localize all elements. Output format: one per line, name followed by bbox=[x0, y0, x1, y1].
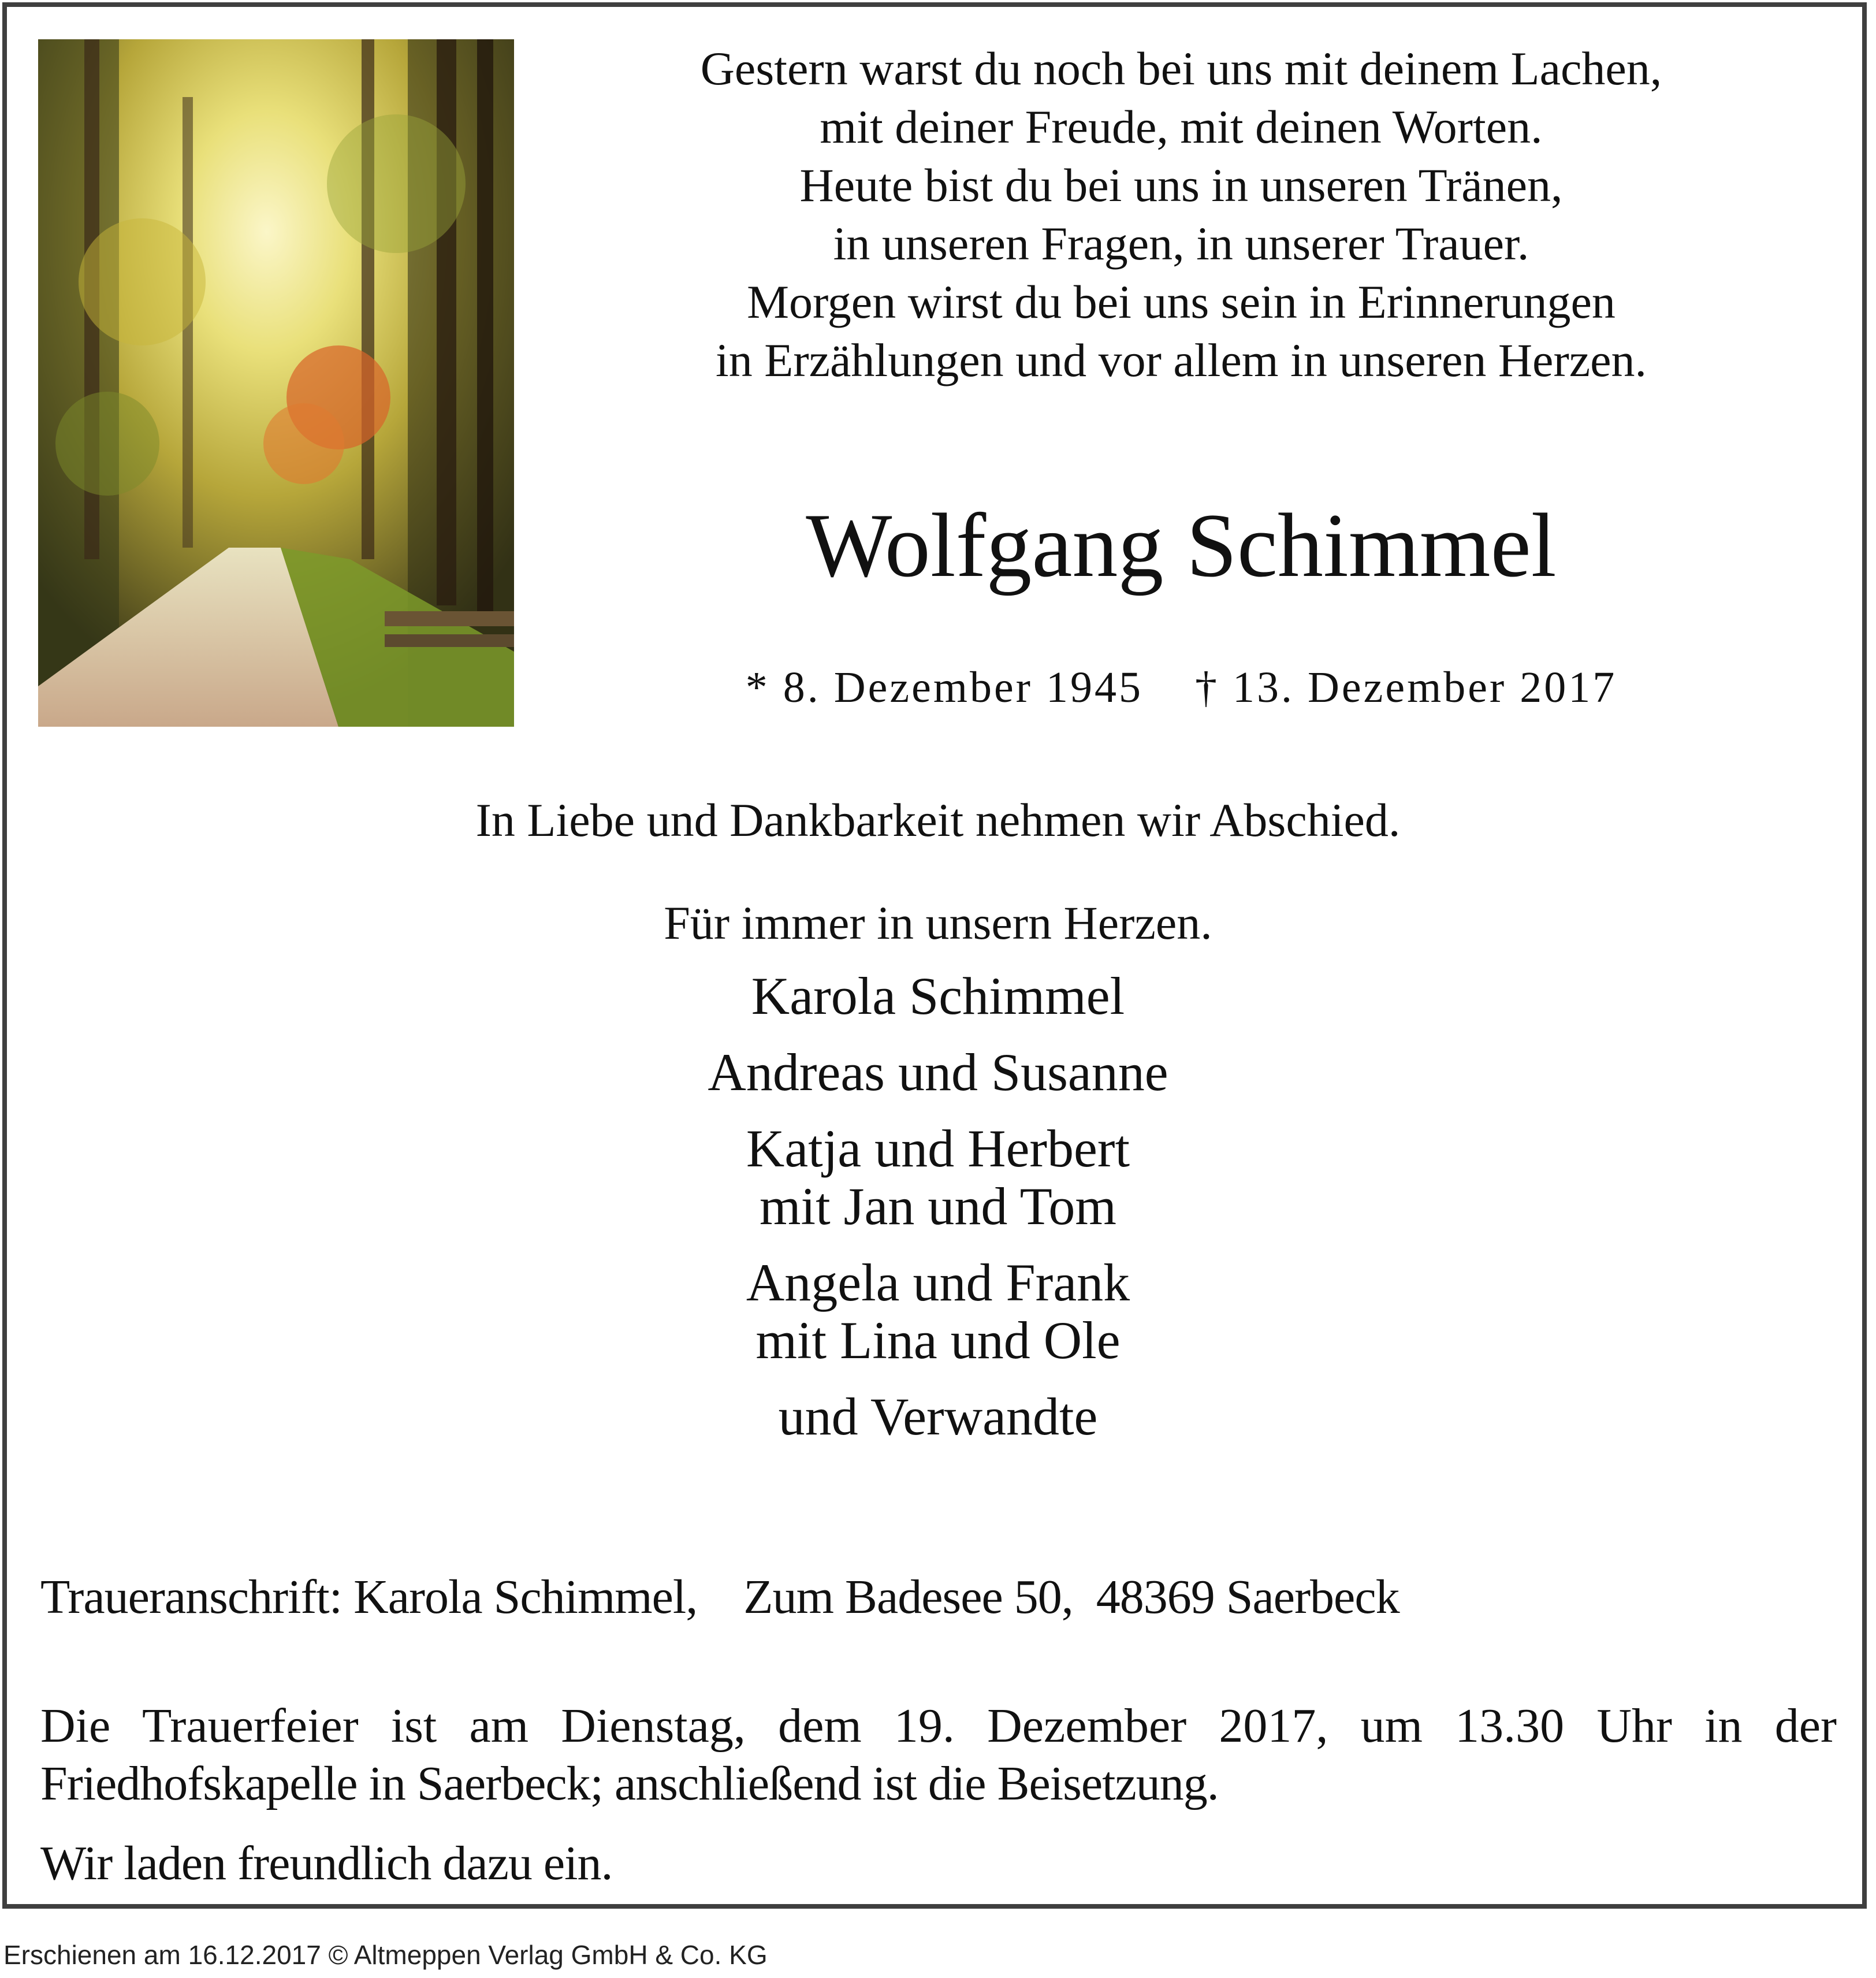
poem bbox=[583, 39, 1779, 389]
invitation-line: Wir laden freundlich dazu ein. bbox=[40, 1836, 613, 1890]
family-group bbox=[0, 1043, 1876, 1101]
family-group bbox=[0, 1254, 1876, 1369]
funeral-service-info bbox=[40, 1697, 1837, 1893]
autumn-forest-image bbox=[38, 39, 514, 727]
death-date: † 13. Dezember 2017 bbox=[1195, 663, 1617, 712]
poem-line: Heute bist du bei uns in unseren Tränen, bbox=[799, 159, 1563, 211]
service-line: Die Trauerfeier ist am Dienstag, dem 19. Dezember 2017, um 13.30 Uhr in der bbox=[40, 1699, 1837, 1753]
address-city: 48369 Saerbeck bbox=[1096, 1570, 1399, 1624]
address-street: Zum Badesee 50, bbox=[743, 1570, 1073, 1624]
family-signatures bbox=[0, 894, 1876, 1464]
life-dates bbox=[583, 659, 1779, 716]
birth-date: * 8. Dezember 1945 bbox=[745, 663, 1143, 712]
publication-footer: Erschienen am 16.12.2017 © Altmeppen Verlag GmbH & Co. KG bbox=[3, 1940, 768, 1970]
deceased-name: Wolfgang Schimmel bbox=[806, 495, 1557, 596]
family-member: Angela und Frank bbox=[746, 1253, 1130, 1312]
family-group bbox=[0, 967, 1876, 1025]
poem-line: in unseren Fragen, in unserer Trauer. bbox=[833, 217, 1529, 270]
memorial-photo bbox=[38, 39, 514, 727]
family-member: und Verwandte bbox=[778, 1387, 1098, 1446]
family-member: mit Lina und Ole bbox=[755, 1311, 1121, 1370]
service-line: Friedhofskapelle in Saerbeck; anschließend ist die Beisetzung. bbox=[40, 1757, 1219, 1810]
family-member: Karola Schimmel bbox=[751, 966, 1125, 1025]
family-member: Andreas und Susanne bbox=[708, 1043, 1168, 1102]
address-name: Karola Schimmel, bbox=[353, 1570, 698, 1624]
family-member: Katja und Herbert bbox=[746, 1119, 1130, 1178]
family-intro: Für immer in unsern Herzen. bbox=[664, 897, 1212, 949]
poem-line: Gestern warst du noch bei uns mit deinem Lachen, bbox=[700, 42, 1662, 95]
address-label: Traueranschrift: bbox=[40, 1570, 343, 1624]
family-group bbox=[0, 1120, 1876, 1235]
poem-line: mit deiner Freude, mit deinen Worten. bbox=[820, 101, 1543, 153]
poem-line: Morgen wirst du bei uns sein in Erinnerungen bbox=[747, 276, 1616, 328]
poem-line: in Erzählungen und vor allem in unseren Herzen. bbox=[715, 334, 1647, 386]
family-group bbox=[0, 1388, 1876, 1445]
family-member: mit Jan und Tom bbox=[760, 1177, 1116, 1236]
mourning-address bbox=[40, 1566, 1831, 1629]
farewell-line: In Liebe und Dankbarkeit nehmen wir Abschied. bbox=[475, 794, 1401, 846]
